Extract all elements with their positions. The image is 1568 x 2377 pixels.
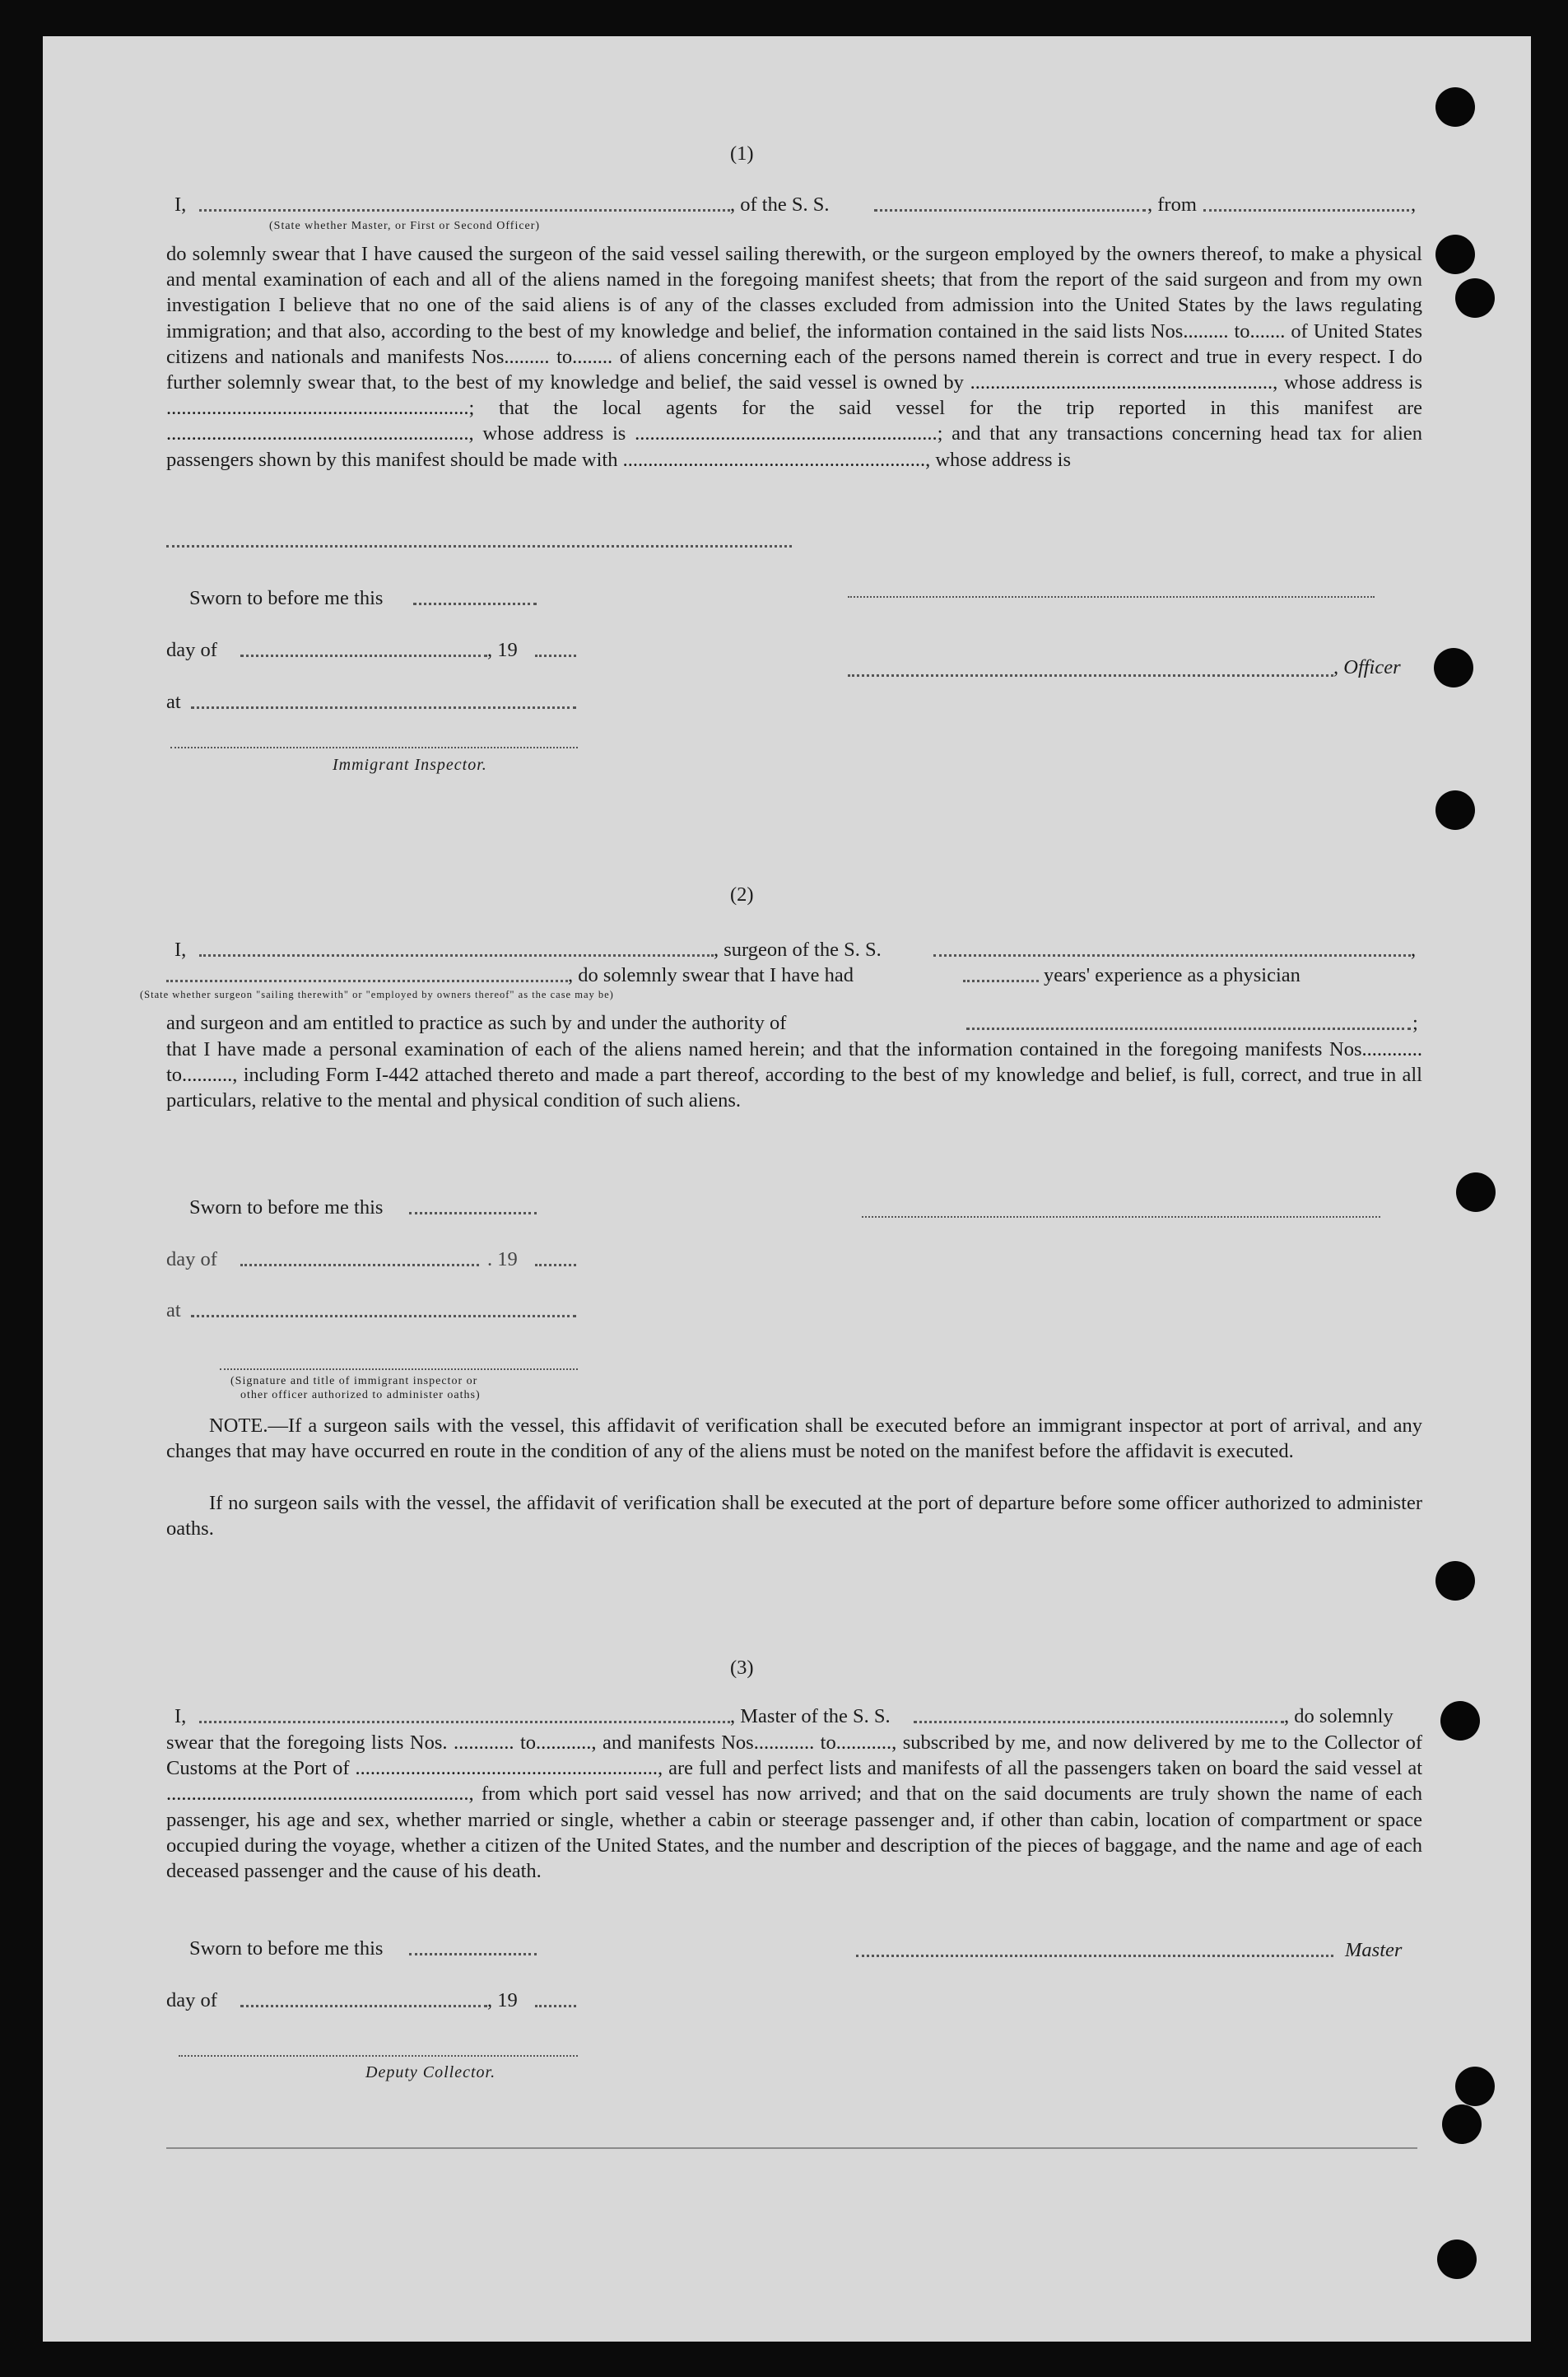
punch-hole-1 bbox=[1435, 87, 1475, 127]
s2-sworn: Sworn to before me this bbox=[189, 1196, 384, 1219]
punch-hole-5 bbox=[1435, 790, 1475, 830]
s2-status-blank[interactable] bbox=[166, 980, 568, 982]
punch-hole-9 bbox=[1455, 2067, 1495, 2106]
punch-hole-3 bbox=[1455, 278, 1495, 318]
s2-ship-blank[interactable] bbox=[933, 954, 1411, 957]
s3-day-of: day of bbox=[166, 1989, 217, 2011]
s3-collector-line[interactable] bbox=[179, 2055, 578, 2057]
s3-ship-blank[interactable] bbox=[914, 1721, 1284, 1723]
bottom-rule bbox=[166, 2147, 1417, 2149]
s1-comma: , bbox=[1411, 193, 1417, 216]
s3-master-of: , Master of the S. S. bbox=[730, 1705, 891, 1727]
s3-master: Master bbox=[1345, 1939, 1403, 1961]
s1-place-blank[interactable] bbox=[191, 706, 576, 709]
s2-year-blank[interactable] bbox=[535, 1264, 576, 1266]
s1-month-blank[interactable] bbox=[240, 655, 487, 657]
s2-note-1 bbox=[166, 1413, 1422, 1464]
s2-years: years' experience as a physician bbox=[1044, 964, 1300, 986]
s1-year-blank[interactable] bbox=[535, 655, 576, 657]
s2-at: at bbox=[166, 1299, 181, 1321]
punch-hole-6 bbox=[1456, 1172, 1496, 1212]
s2-years-blank[interactable] bbox=[963, 980, 1039, 982]
document-page bbox=[43, 36, 1531, 2342]
s1-officer-blank[interactable] bbox=[199, 209, 730, 212]
s2-surgeon-of: , surgeon of the S. S. bbox=[714, 939, 882, 961]
s2-sig-note-1: (Signature and title of immigrant inspector or bbox=[230, 1375, 478, 1387]
s1-at: at bbox=[166, 691, 181, 713]
section-1-number: (1) bbox=[730, 142, 754, 165]
s3-body: swear that the foregoing lists Nos. ............ to..........., and manifests Nos............ to..........., subscribed by me, and now delivered by me to the Collector of Customs at the Port of ............................................................, are full and perfect lists and manifests of all the passengers taken on board the said vessel at ............................................................, from which port said vessel has now arrived; and that on the said documents are truly shown the name of each passenger, his age and sex, whether married or single, whether a cabin or steerage passenger and, if other than cabin, location of compartment or space occupied during the voyage, whether a citizen of the United States, and the number and description of the pieces of baggage, and the name and age of each deceased passenger and the cause of his death. bbox=[166, 1731, 1422, 1883]
s2-place-blank[interactable] bbox=[191, 1315, 576, 1317]
s2-comma: , bbox=[1411, 939, 1417, 961]
s1-sworn: Sworn to before me this bbox=[189, 587, 384, 609]
s2-swear: , do solemnly swear that I have had bbox=[568, 964, 854, 986]
punch-hole-10 bbox=[1442, 2104, 1482, 2144]
s1-of-ss: , of the S. S. bbox=[730, 193, 830, 216]
s3-master-signature-blank[interactable] bbox=[856, 1955, 1333, 1957]
s2-year: . 19 bbox=[487, 1248, 518, 1270]
s1-from: , from bbox=[1147, 193, 1197, 216]
s2-inspector-line[interactable] bbox=[220, 1368, 578, 1370]
s2-sworn-day-blank[interactable] bbox=[409, 1212, 537, 1214]
s3-solemnly: , do solemnly bbox=[1284, 1705, 1394, 1727]
s2-body: that I have made a personal examination of each of the aliens named herein; and that the information contained in the foregoing manifests Nos............ to.........., including Form I-442 attached thereto and made a part thereof, according to the best of my knowledge and belief, is full, correct, and true in all particulars, relative to the mental and physical condition of such aliens. bbox=[166, 1038, 1422, 1112]
s1-from-blank[interactable] bbox=[1203, 209, 1409, 212]
punch-hole-7 bbox=[1435, 1561, 1475, 1601]
s2-sig-note-2: other officer authorized to administer oaths) bbox=[240, 1389, 481, 1401]
s3-month-blank[interactable] bbox=[240, 2005, 487, 2007]
punch-hole-4 bbox=[1434, 648, 1473, 687]
s2-authority: and surgeon and am entitled to practice as such by and under the authority of bbox=[166, 1012, 787, 1034]
s3-sworn-day-blank[interactable] bbox=[409, 1953, 537, 1955]
s2-authority-blank[interactable] bbox=[966, 1028, 1411, 1030]
s1-inspector: Immigrant Inspector. bbox=[333, 756, 487, 774]
s1-officer: , Officer bbox=[1333, 656, 1401, 678]
s1-year: , 19 bbox=[487, 639, 518, 661]
s1-sworn-day-blank[interactable] bbox=[413, 603, 537, 605]
s1-officer-signature-blank[interactable] bbox=[848, 674, 1333, 677]
s1-headtax-address-blank[interactable] bbox=[166, 545, 792, 548]
section-3-number: (3) bbox=[730, 1657, 754, 1679]
s2-signature-line[interactable] bbox=[862, 1216, 1380, 1218]
s2-note-2: If no surgeon sails with the vessel, the affidavit of verification shall be executed at the port of departure before some officer authorized to administer oaths. bbox=[166, 1492, 1422, 1540]
s1-signature-line[interactable] bbox=[848, 596, 1375, 598]
s1-ship-blank[interactable] bbox=[874, 209, 1146, 212]
punch-hole-11 bbox=[1437, 2240, 1477, 2279]
s2-name-blank[interactable] bbox=[199, 954, 714, 957]
s2-day-of: day of bbox=[166, 1248, 217, 1270]
s2-status-note: (State whether surgeon "sailing therewith" or "employed by owners thereof" as the case may be) bbox=[140, 989, 614, 1000]
s2-month-blank[interactable] bbox=[240, 1264, 479, 1266]
section-2-number: (2) bbox=[730, 883, 754, 906]
s1-day-of: day of bbox=[166, 639, 217, 661]
s1-officer-note: (State whether Master, or First or Second Officer) bbox=[269, 220, 541, 232]
punch-hole-2 bbox=[1435, 235, 1475, 274]
s3-year-blank[interactable] bbox=[535, 2005, 576, 2007]
s3-year: , 19 bbox=[487, 1989, 518, 2011]
s3-sworn: Sworn to before me this bbox=[189, 1937, 384, 1960]
s3-collector: Deputy Collector. bbox=[365, 2063, 496, 2081]
s2-i: I, bbox=[174, 939, 187, 961]
s2-semicolon: ; bbox=[1412, 1012, 1418, 1034]
s2-note-label: NOTE. bbox=[209, 1415, 268, 1437]
s3-name-blank[interactable] bbox=[199, 1721, 730, 1723]
s1-i: I, bbox=[174, 193, 187, 216]
punch-hole-8 bbox=[1440, 1701, 1480, 1741]
s2-note-1-text: —If a surgeon sails with the vessel, this affidavit of verification shall be executed before an immigrant inspector at port of arrival, and any changes that may have occurred en route in the condition of any of the aliens must be noted on the manifest before the affidavit is executed. bbox=[166, 1415, 1422, 1463]
s1-body: do solemnly swear that I have caused the surgeon of the said vessel sailing therewith, or the surgeon employed by the owners thereof, to make a physical and mental examination of each and all of the aliens named in the foregoing manifest sheets; that from the report of the said surgeon and from my own investigation I believe that no one of the said aliens is of any of the classes excluded from admission into the United States by the laws regulating immigration; and that also, according to the best of my knowledge and belief, the information contained in the said lists Nos......... to....... of United States citizens and nationals and manifests Nos......... to........ of aliens concerning each of the persons named therein is correct and true in every respect. I do further solemnly swear that, to the best of my knowledge and belief, the said vessel is owned by ............................................................, whose address is ............................................................; that the local agents for the said vessel for the trip reported in this manifest are ............................................................, whose address is ............................................................; and that any transactions concerning head tax for alien passengers shown by this manifest should be made with ............................................................, whose address is bbox=[166, 243, 1422, 471]
s1-inspector-line[interactable] bbox=[170, 747, 578, 748]
s3-i: I, bbox=[174, 1705, 187, 1727]
